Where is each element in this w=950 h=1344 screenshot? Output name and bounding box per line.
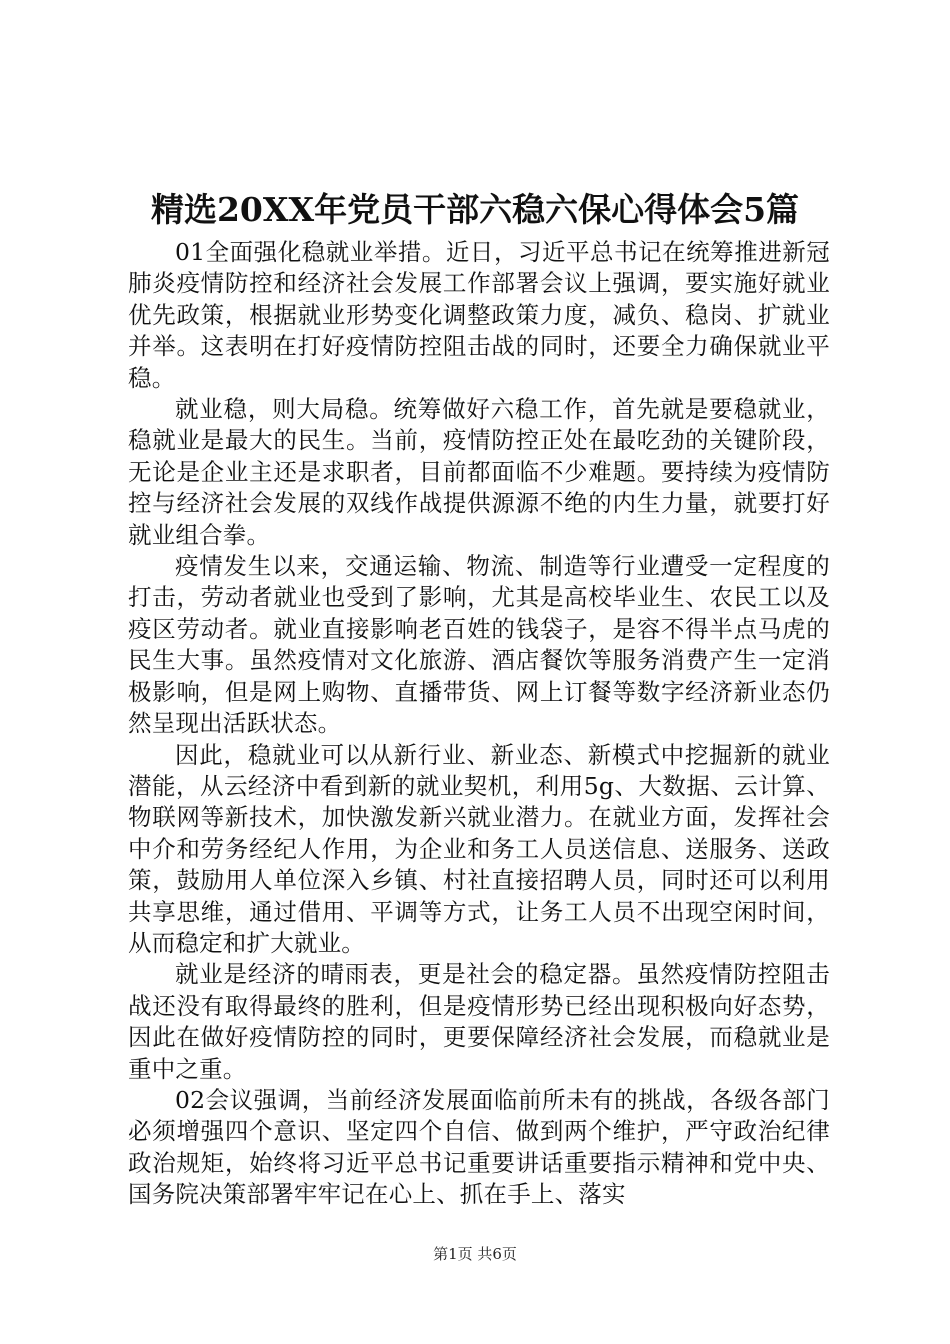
- paragraph-2: 就业稳，则大局稳。统筹做好六稳工作，首先就是要稳就业，稳就业是最大的民生。当前，疫情防控正处在最吃劲的关键阶段，无论是企业主还是求职者，目前都面临不少难题。要持续为疫情防控与经济社会发展的双线作战提供源源不绝的内生力量，就要打好就业组合拳。: [128, 395, 830, 549]
- paragraph-6: 02会议强调，当前经济发展面临前所未有的挑战，各级各部门必须增强四个意识、坚定四个自信、做到两个维护，严守政治纪律政治规矩，始终将习近平总书记重要讲话重要指示精神和党中央、国务院决策部署牢牢记在心上、抓在手上、落实: [128, 1085, 830, 1209]
- document-title: 精选20XX年党员干部六稳六保心得体会5篇: [150, 190, 800, 229]
- document-body: [128, 237, 830, 1211]
- paragraph-1: 01全面强化稳就业举措。近日，习近平总书记在统筹推进新冠肺炎疫情防控和经济社会发展工作部署会议上强调，要实施好就业优先政策，根据就业形势变化调整政策力度，减负、稳岗、扩就业并举。这表明在打好疫情防控阻击战的同时，还要全力确保就业平稳。: [128, 238, 830, 392]
- paragraph-3: 疫情发生以来，交通运输、物流、制造等行业遭受一定程度的打击，劳动者就业也受到了影响，尤其是高校毕业生、农民工以及疫区劳动者。就业直接影响老百姓的钱袋子，是容不得半点马虎的民生大事。虽然疫情对文化旅游、酒店餐饮等服务消费产生一定消极影响，但是网上购物、直播带货、网上订餐等数字经济新业态仍然呈现出活跃状态。: [128, 552, 830, 738]
- paragraph-5: 就业是经济的晴雨表，更是社会的稳定器。虽然疫情防控阻击战还没有取得最终的胜利，但是疫情形势已经出现积极向好态势，因此在做好疫情防控的同时，更要保障经济社会发展，而稳就业是重中之重。: [128, 960, 830, 1083]
- page-number-footer: 第1页 共6页: [433, 1245, 517, 1263]
- paragraph-4: 因此，稳就业可以从新行业、新业态、新模式中挖掘新的就业潜能，从云经济中看到新的就业契机，利用5g、大数据、云计算、物联网等新技术，加快激发新兴就业潜力。在就业方面，发挥社会中介和劳务经纪人作用，为企业和务工人员送信息、送服务、送政策，鼓励用人单位深入乡镇、村社直接招聘人员，同时还可以利用共享思维，通过借用、平调等方式，让务工人员不出现空闲时间，从而稳定和扩大就业。: [128, 740, 830, 957]
